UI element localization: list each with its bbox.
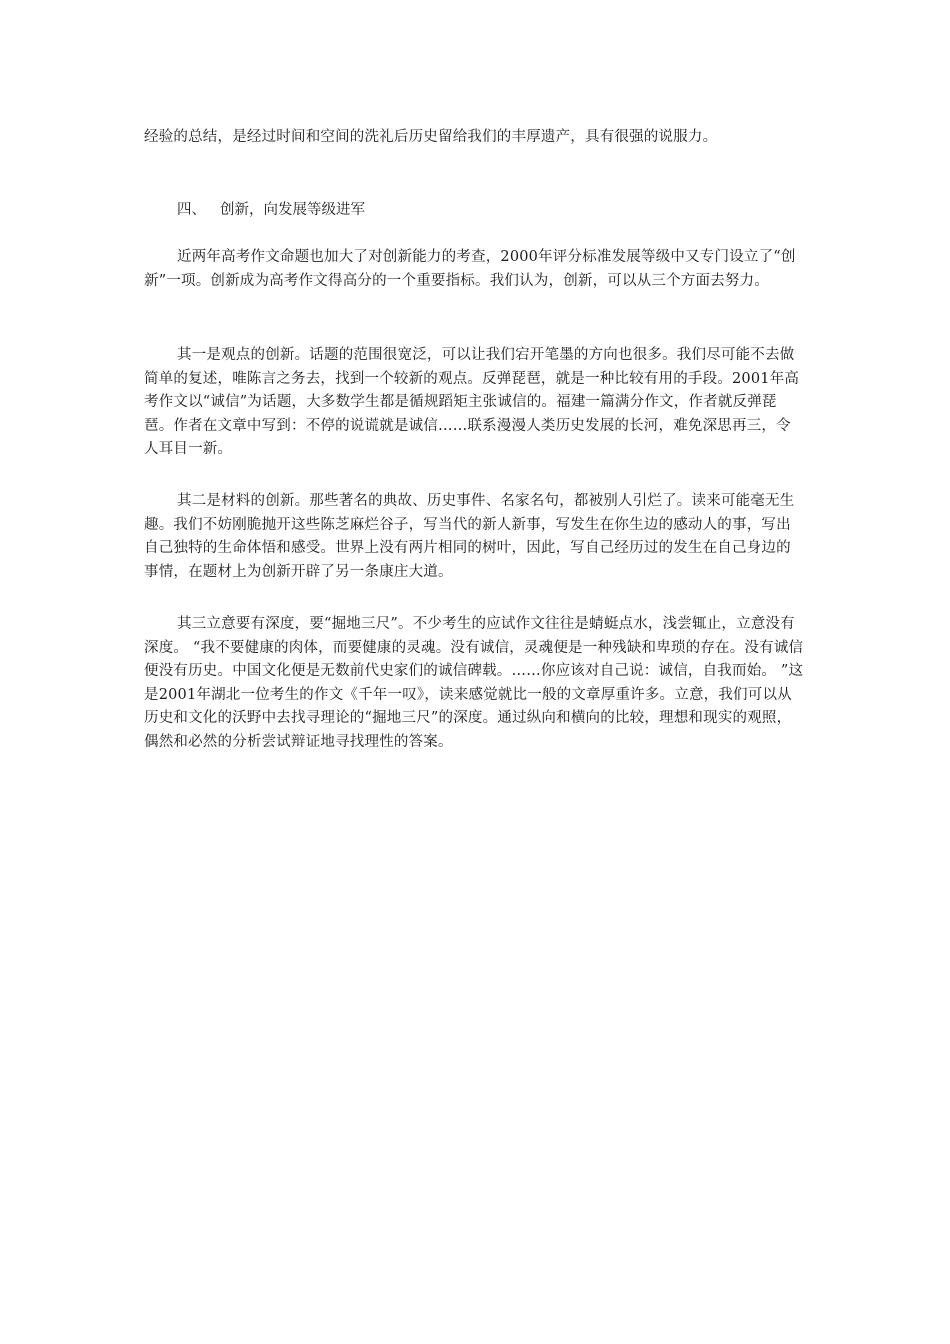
section-number: 四、 [177,202,206,218]
section-heading [144,199,365,223]
paragraph-intro: 近两年高考作文命题也加大了对创新能力的考查，2000年评分标准发展等级中又专门设立了“创新”一项。创新成为高考作文得高分的一个重要指标。我们认为，创新，可以从三个方面去努力。 [144,249,796,289]
section-title: 创新，向发展等级进军 [220,202,365,218]
continuation-text: 经验的总结，是经过时间和空间的洗礼后历史留给我们的丰厚遗产，具有很强的说服力。 [144,129,718,145]
paragraph-material-innovation: 其二是材料的创新。那些著名的典故、历史事件、名家名句，都被别人引烂了。读来可能毫无生趣。我们不妨刚脆抛开这些陈芝麻烂谷子，写当代的新人新事，写发生在你生边的感动人的事，写出自己独特的生命体悟和感受。世界上没有两片相同的树叶，因此，写自己经历过的发生在自己身边的事情，在题材上为创新开辟了另一条康庄大道。 [144,493,795,580]
paragraph-depth: 其三立意要有深度，要“掘地三尺”。不少考生的应试作文往往是蜻蜓点水，浅尝辄止，立意没有深度。 “我不要健康的肉体，而要健康的灵魂。没有诚信，灵魂便是一种残缺和卑琐的存在。没有诚信便没有历史。中国文化便是无数前代史家们的诚信碑载。……你应该对自己说：诚信，自我而始。 ”这是2001年湖北一位考生的作文《千年一叹》，读来感觉就比一般的文章厚重许多。立意，我们可以从历史和文化的沃野中去找寻理论的“掘地三尺”的深度。通过纵向和横向的比较，理想和现实的观照，偶然和必然的分析尝试辩证地寻找理性的答案。 [144,616,804,750]
paragraph-viewpoint-innovation: 其一是观点的创新。话题的范围很宽泛，可以让我们宕开笔墨的方向也很多。我们尽可能不去做简单的复述，唯陈言之务去，找到一个较新的观点。反弹琵琶，就是一种比较有用的手段。2001年高考作文以“诚信”为话题，大多数学生都是循规蹈矩主张诚信的。福建一篇满分作文，作者就反弹琵琶。作者在文章中写到：不停的说谎就是诚信……联系漫漫人类历史发展的长河，难免深思再三，令人耳目一新。 [144,347,800,458]
